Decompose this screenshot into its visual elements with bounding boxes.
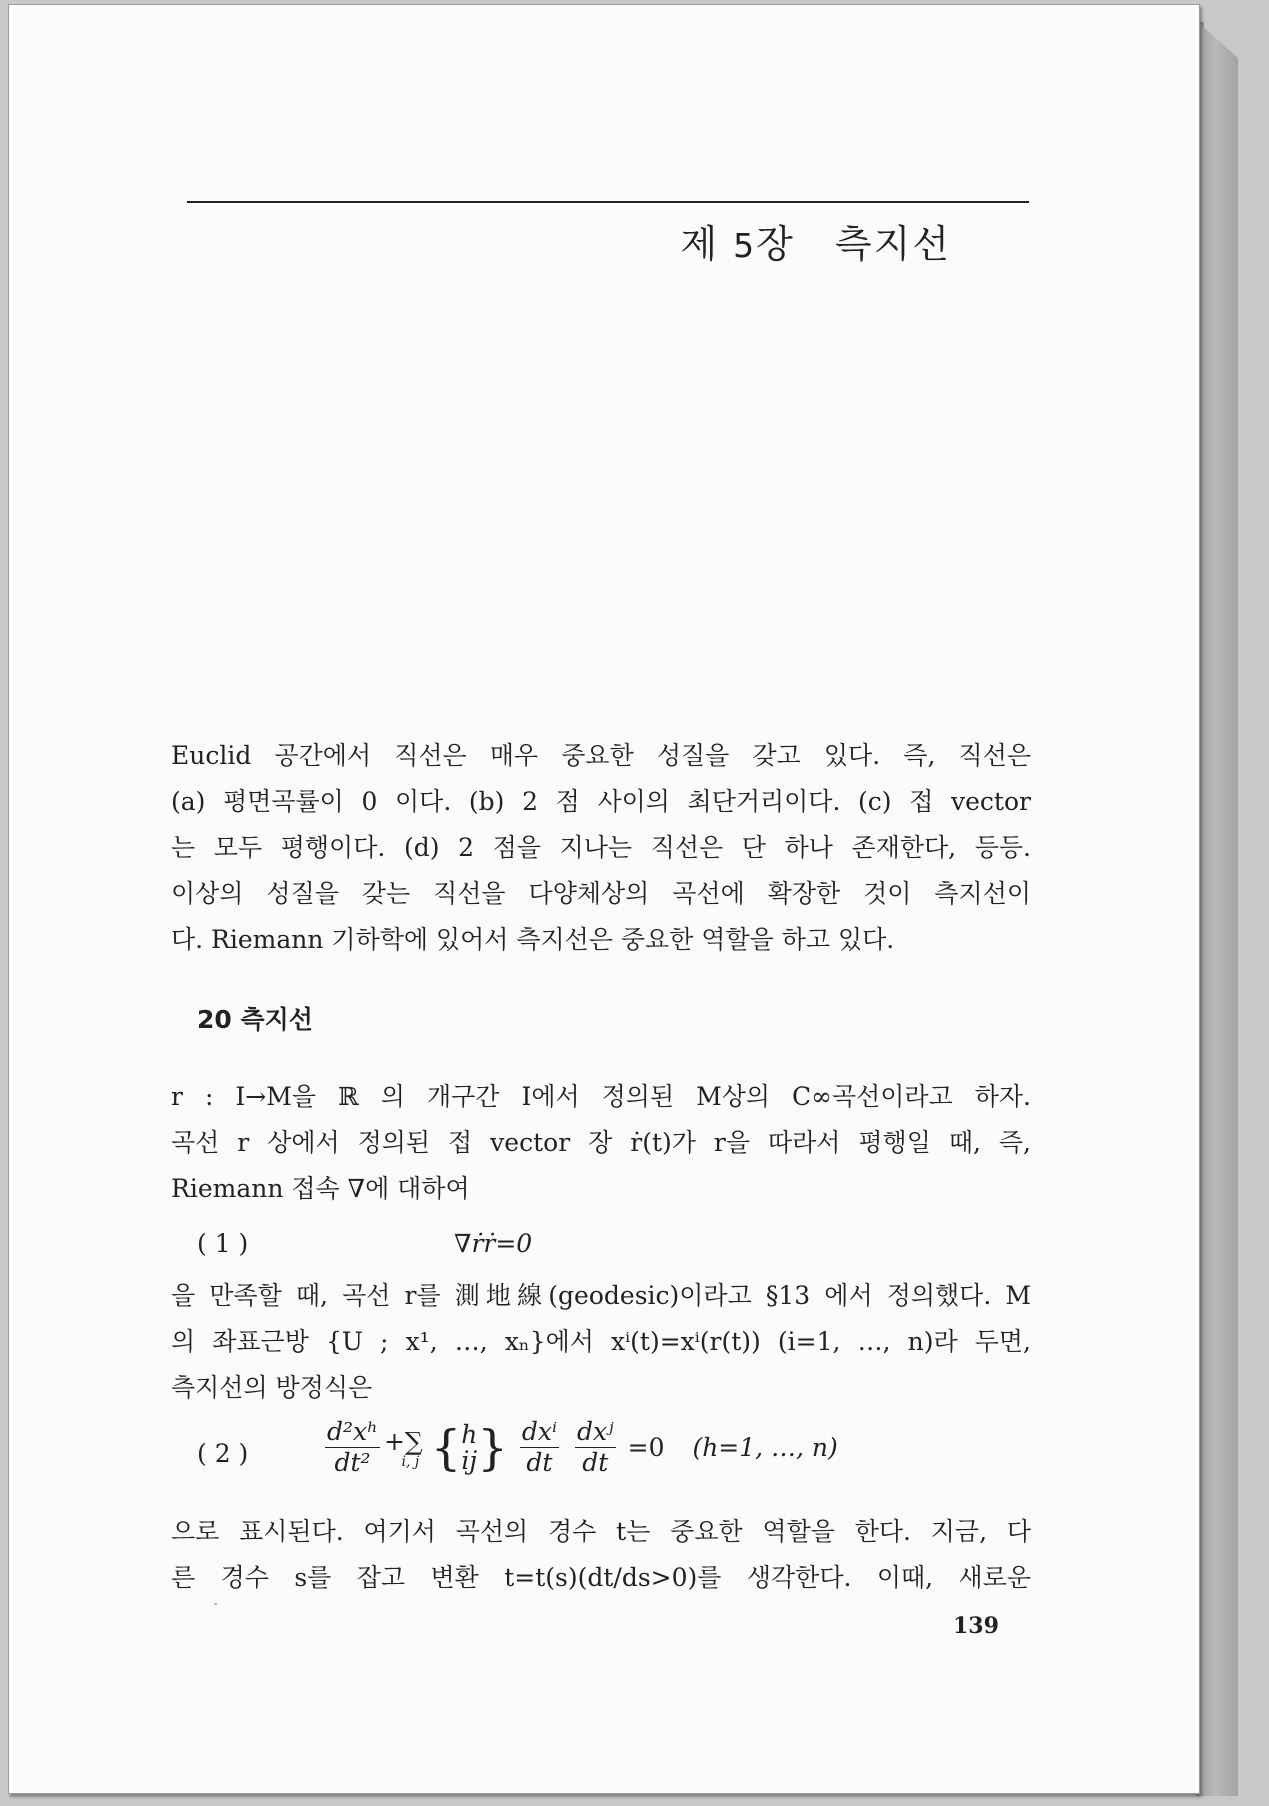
christoffel-symbol: { h ij } (430, 1419, 508, 1476)
equation-1: ∇ṙṙ=0 (454, 1229, 533, 1258)
text-line: 으로 표시된다. 여기서 곡선의 경수 t는 중요한 역할을 한다. 지금, 다 (171, 1517, 1031, 1546)
scan-speck (214, 1603, 217, 1605)
text-line: 이상의 성질을 갖는 직선을 다양체상의 곡선에 확장한 것이 측지선이 (171, 879, 1031, 908)
chapter-suffix: 장 (756, 222, 795, 266)
denominator: dt (582, 1448, 609, 1477)
numerator: d²xʰ (327, 1417, 378, 1446)
text-line: 곡선 r 상에서 정의된 접 vector 장 ṙ(t)가 r을 따라서 평행일 때, 즉, (171, 1128, 1031, 1157)
chapter-number: 5 (733, 226, 757, 265)
intro-paragraph (171, 733, 1031, 963)
book-page (8, 4, 1200, 1794)
geodesic-paragraph (171, 1273, 1031, 1411)
text-line: r : I→M을 ℝ 의 개구간 I에서 정의된 M상의 C∞곡선이라고 하자. (171, 1082, 1031, 1111)
text-line: 측지선의 방정식은 (171, 1373, 373, 1402)
sum-index: i, j (401, 1454, 420, 1470)
equation-rhs: =0 (627, 1433, 665, 1462)
chapter-prefix: 제 (680, 222, 720, 266)
equation-range: (h=1, …, n) (692, 1433, 838, 1462)
chapter-title: 측지선 (834, 222, 951, 266)
numerator: dxʲ (576, 1417, 614, 1446)
text-line: Euclid 공간에서 직선은 매우 중요한 성질을 갖고 있다. 즉, 직선은 (171, 741, 1031, 770)
text-line: 는 모두 평행이다. (d) 2 점을 지나는 직선은 단 하나 존재한다, 등등. (171, 833, 1031, 862)
sum-symbol: +∑ i, j (383, 1427, 423, 1470)
section-title: 20 측지선 (197, 1005, 313, 1034)
text-line: 다. Riemann 기하학에 있어서 측지선은 중요한 역할을 하고 있다. (171, 925, 895, 954)
chapter-heading (680, 213, 951, 268)
numerator: dxⁱ (521, 1417, 557, 1446)
equation-1-label: ( 1 ) (197, 1229, 249, 1258)
text-line: 을 만족할 때, 곡선 r를 測地線(geodesic)이라고 §13 에서 정의했다. M (171, 1281, 1031, 1310)
equation-2-label: ( 2 ) (197, 1439, 249, 1468)
text-line: 른 경수 s를 잡고 변환 t=t(s)(dt/ds>0)를 생각한다. 이때, 새로운 (171, 1563, 1031, 1592)
fraction (520, 1417, 559, 1478)
text-line: (a) 평면곡률이 0 이다. (b) 2 점 사이의 최단거리이다. (c) 접 vector (171, 787, 1031, 816)
text-line: 의 좌표근방 {U ; x¹, …, xₙ}에서 xⁱ(t)=xⁱ(r(t)) (i=1, …, n)라 두면, (171, 1327, 1031, 1356)
denominator: dt (526, 1448, 553, 1477)
book-edge (1196, 20, 1238, 1796)
denominator: dt² (334, 1448, 371, 1477)
text-line: Riemann 접속 ∇에 대하여 (171, 1174, 470, 1203)
equation-2 (321, 1417, 838, 1478)
header-rule (187, 201, 1029, 203)
fraction (575, 1417, 616, 1478)
definition-paragraph (171, 1074, 1031, 1212)
fraction (325, 1417, 380, 1478)
parameter-paragraph (171, 1509, 1031, 1601)
page-number: 139 (953, 1613, 999, 1639)
